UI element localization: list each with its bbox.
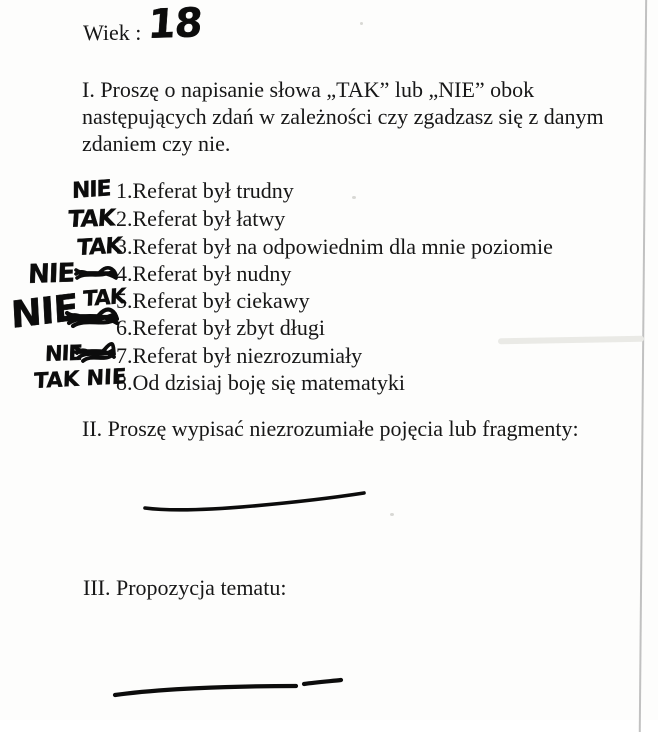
item-label: 1.Referat był trudny — [116, 178, 294, 203]
item-label: 6.Referat był zbyt długi — [116, 315, 325, 340]
handwritten-answer-8: TAK NIE — [33, 364, 127, 394]
handwritten-answer-2: TAK — [67, 205, 116, 234]
section-iii-heading: III. Propozycja tematu: — [83, 575, 287, 600]
handwritten-answer-7: NIE — [44, 340, 83, 367]
scribble-mark — [73, 341, 116, 364]
item-label: 3.Referat był na odpowiednim dla mnie poziomie — [116, 234, 553, 259]
handwritten-answer-1: NIE — [72, 176, 111, 205]
item-label: 4.Referat był nudny — [116, 261, 292, 286]
age-value-handwritten: 18 — [146, 0, 204, 49]
section-i-heading — [82, 76, 604, 157]
scan-speck — [390, 513, 394, 516]
handwritten-answer-5: TAK — [82, 283, 126, 312]
section-i-heading-line: zdaniem czy nie. — [82, 131, 231, 156]
scan-speck — [360, 22, 363, 25]
section-i-heading-line: I. Proszę o napisanie słowa „TAK” lub „NIE” obok — [82, 77, 535, 102]
item-label: 5.Referat był ciekawy — [116, 288, 310, 313]
section-i-heading-line: następujących zdań w zależności czy zgadzasz się z danym — [82, 104, 604, 129]
scribble-mark — [74, 265, 118, 282]
item-label: 8.Od dzisiaj boję się matematyki — [116, 370, 405, 395]
age-label: Wiek : — [83, 20, 142, 45]
handwritten-dash-line — [138, 486, 370, 514]
handwritten-answer-6: NIE — [9, 285, 79, 338]
section-ii-heading: II. Proszę wypisać niezrozumiałe pojęcia lub fragmenty: — [82, 416, 579, 441]
item-label: 7.Referat był niezrozumiały — [116, 343, 363, 368]
item-label: 2.Referat był łatwy — [116, 206, 286, 231]
handwritten-answer-4: NIE — [27, 258, 75, 291]
handwritten-dash-line — [108, 674, 346, 700]
handwritten-answer-3: TAK — [76, 233, 122, 262]
scribble-mark — [65, 306, 119, 329]
